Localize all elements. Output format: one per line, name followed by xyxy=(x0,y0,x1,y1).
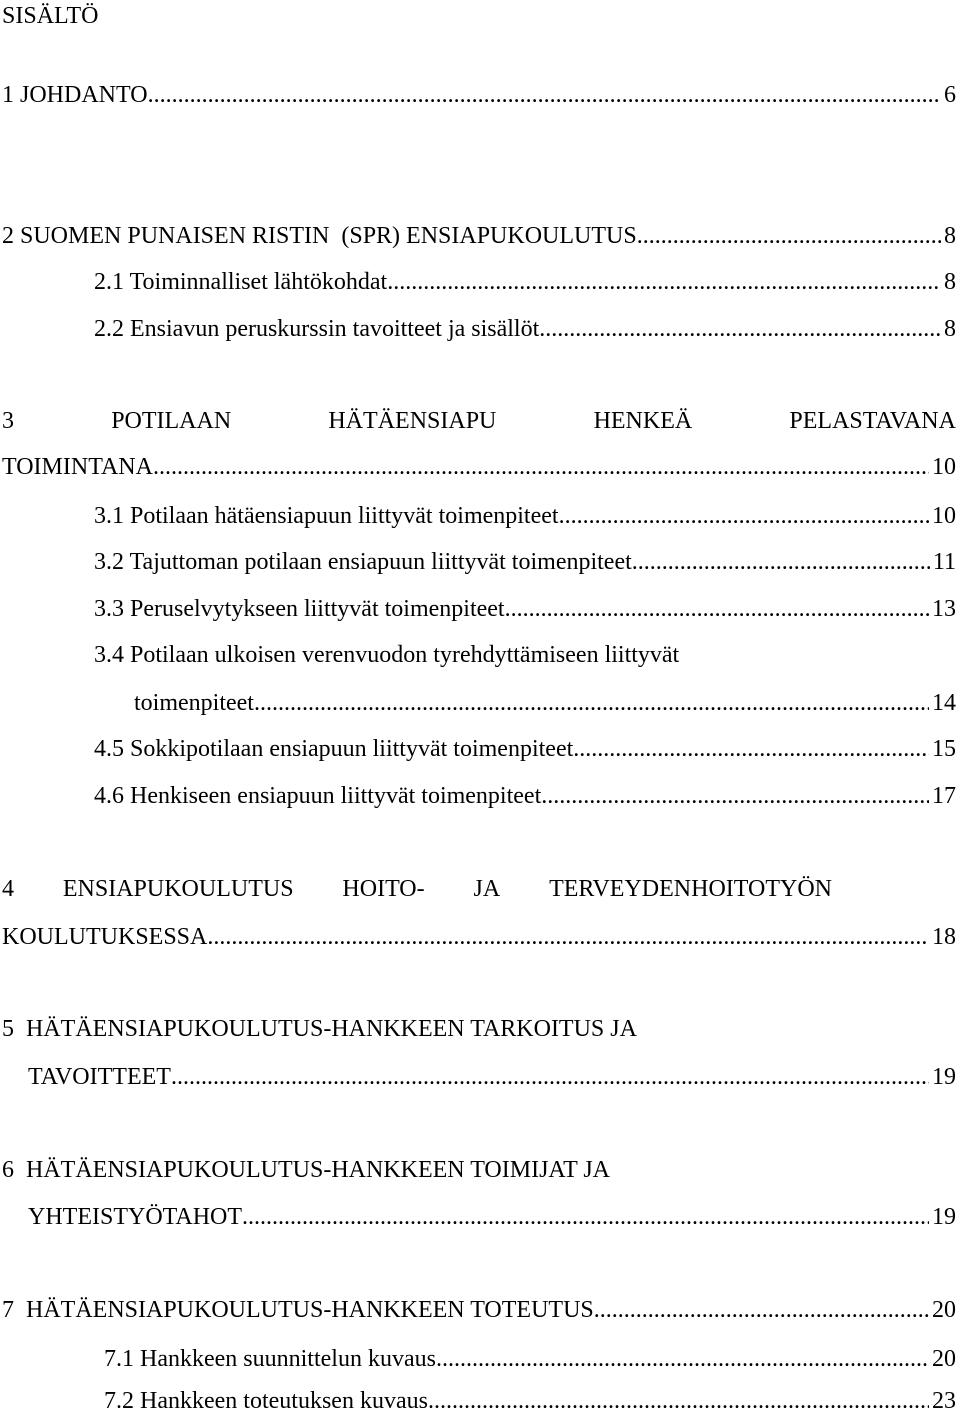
toc-entry-page: 8 xyxy=(944,316,956,342)
toc-entry-3-2[interactable] xyxy=(94,547,956,577)
toc-entry-label: TOIMINTANA xyxy=(2,454,153,480)
toc-leader-dots xyxy=(539,314,941,344)
toc-entry-page: 13 xyxy=(932,596,956,622)
toc-word: HÄTÄENSIAPU xyxy=(328,408,497,434)
toc-word: 3 xyxy=(2,408,14,434)
toc-entry-label: YHTEISTYÖTAHOT xyxy=(28,1204,243,1230)
toc-entry-4-line1[interactable] xyxy=(2,874,832,904)
toc-leader-dots xyxy=(242,1202,929,1232)
toc-entry-3-line2[interactable] xyxy=(2,452,956,482)
toc-entry-label: 7.2 Hankkeen toteutuksen kuvaus xyxy=(104,1388,428,1414)
toc-entry-page: 15 xyxy=(932,736,956,762)
toc-entry-3-line1[interactable] xyxy=(2,406,956,436)
toc-entry-page: 11 xyxy=(932,549,956,575)
toc-leader-dots xyxy=(387,267,941,297)
toc-word: JA xyxy=(473,876,501,902)
toc-entry-3-4-line2[interactable] xyxy=(134,688,956,718)
toc-entry-page: 6 xyxy=(944,82,956,108)
toc-entry-2-2[interactable] xyxy=(94,314,956,344)
toc-entry-label: 4.6 Henkiseen ensiapuun liittyvät toimenpiteet xyxy=(94,783,542,809)
toc-entry-2[interactable] xyxy=(2,221,956,251)
toc-entry-label: 2.1 Toiminnalliset lähtökohdat xyxy=(94,269,388,295)
toc-entry-page: 10 xyxy=(932,454,956,480)
toc-entry-label: KOULUTUKSESSA xyxy=(2,924,208,950)
toc-leader-dots xyxy=(153,452,929,482)
toc-entry-page: 23 xyxy=(932,1388,956,1414)
toc-entry-label: 2 SUOMEN PUNAISEN RISTIN (SPR) ENSIAPUKOULUTUS xyxy=(2,223,637,249)
toc-word: 4 xyxy=(2,876,14,902)
toc-entry-7-2[interactable] xyxy=(104,1386,956,1416)
toc-leader-dots xyxy=(594,1295,929,1325)
toc-word: ENSIAPUKOULUTUS xyxy=(62,876,294,902)
toc-leader-dots xyxy=(436,1344,929,1374)
toc-entry-page: 19 xyxy=(932,1204,956,1230)
toc-entry-label: 3.2 Tajuttoman potilaan ensiapuun liittyvät toimenpiteet xyxy=(94,549,632,575)
toc-entry-page: 20 xyxy=(932,1297,956,1323)
toc-entry-6-line1[interactable]: 6 HÄTÄENSIAPUKOULUTUS-HANKKEEN TOIMIJAT JA xyxy=(2,1157,610,1183)
toc-entry-7-1[interactable] xyxy=(104,1344,956,1374)
toc-entry-page: 17 xyxy=(932,783,956,809)
toc-entry-page: 10 xyxy=(932,503,956,529)
toc-leader-dots xyxy=(559,501,929,531)
toc-word: HOITO- xyxy=(342,876,425,902)
toc-entry-2-1[interactable] xyxy=(94,267,956,297)
toc-entry-page: 8 xyxy=(944,223,956,249)
toc-entry-1[interactable] xyxy=(2,80,956,110)
toc-entry-3-1[interactable] xyxy=(94,501,956,531)
toc-leader-dots xyxy=(573,734,929,764)
toc-entry-3-4-line1[interactable]: 3.4 Potilaan ulkoisen verenvuodon tyrehdyttämiseen liittyvät xyxy=(94,642,680,668)
toc-entry-label: 1 JOHDANTO xyxy=(2,82,148,108)
toc-entry-label: 4.5 Sokkipotilaan ensiapuun liittyvät toimenpiteet xyxy=(94,736,574,762)
toc-word: HENKEÄ xyxy=(593,408,693,434)
toc-leader-dots xyxy=(637,221,941,251)
toc-entry-4-6[interactable] xyxy=(94,781,956,811)
toc-word: POTILAAN xyxy=(111,408,232,434)
toc-entry-5-line2[interactable] xyxy=(28,1062,956,1092)
toc-leader-dots xyxy=(428,1386,929,1416)
toc-entry-label: toimenpiteet xyxy=(134,690,254,716)
toc-leader-dots xyxy=(171,1062,929,1092)
toc-entry-5-line1[interactable]: 5 HÄTÄENSIAPUKOULUTUS-HANKKEEN TARKOITUS JA xyxy=(2,1016,637,1042)
toc-word: TERVEYDENHOITOTYÖN xyxy=(549,876,832,902)
toc-entry-page: 18 xyxy=(932,924,956,950)
toc-leader-dots xyxy=(207,922,929,952)
toc-word: PELASTAVANA xyxy=(789,408,956,434)
toc-heading: SISÄLTÖ xyxy=(2,3,99,29)
toc-entry-label: 2.2 Ensiavun peruskurssin tavoitteet ja sisällöt xyxy=(94,316,540,342)
toc-leader-dots xyxy=(505,594,929,624)
toc-entry-label: 3.3 Peruselvytykseen liittyvät toimenpiteet xyxy=(94,596,505,622)
toc-entry-6-line2[interactable] xyxy=(28,1202,956,1232)
toc-entry-page: 20 xyxy=(932,1346,956,1372)
toc-entry-label: TAVOITTEET xyxy=(28,1064,171,1090)
toc-entry-7[interactable] xyxy=(2,1295,956,1325)
toc-entry-label: 3.1 Potilaan hätäensiapuun liittyvät toimenpiteet xyxy=(94,503,559,529)
toc-entry-page: 14 xyxy=(932,690,956,716)
toc-entry-4-5[interactable] xyxy=(94,734,956,764)
toc-leader-dots xyxy=(254,688,929,718)
toc-entry-page: 19 xyxy=(932,1064,956,1090)
toc-entry-3-3[interactable] xyxy=(94,594,956,624)
toc-leader-dots xyxy=(541,781,929,811)
toc-entry-page: 8 xyxy=(944,269,956,295)
toc-entry-4-line2[interactable] xyxy=(2,922,956,952)
toc-leader-dots xyxy=(148,80,941,110)
toc-entry-label: 7 HÄTÄENSIAPUKOULUTUS-HANKKEEN TOTEUTUS xyxy=(2,1297,594,1323)
toc-leader-dots xyxy=(632,547,930,577)
toc-entry-label: 7.1 Hankkeen suunnittelun kuvaus xyxy=(104,1346,436,1372)
